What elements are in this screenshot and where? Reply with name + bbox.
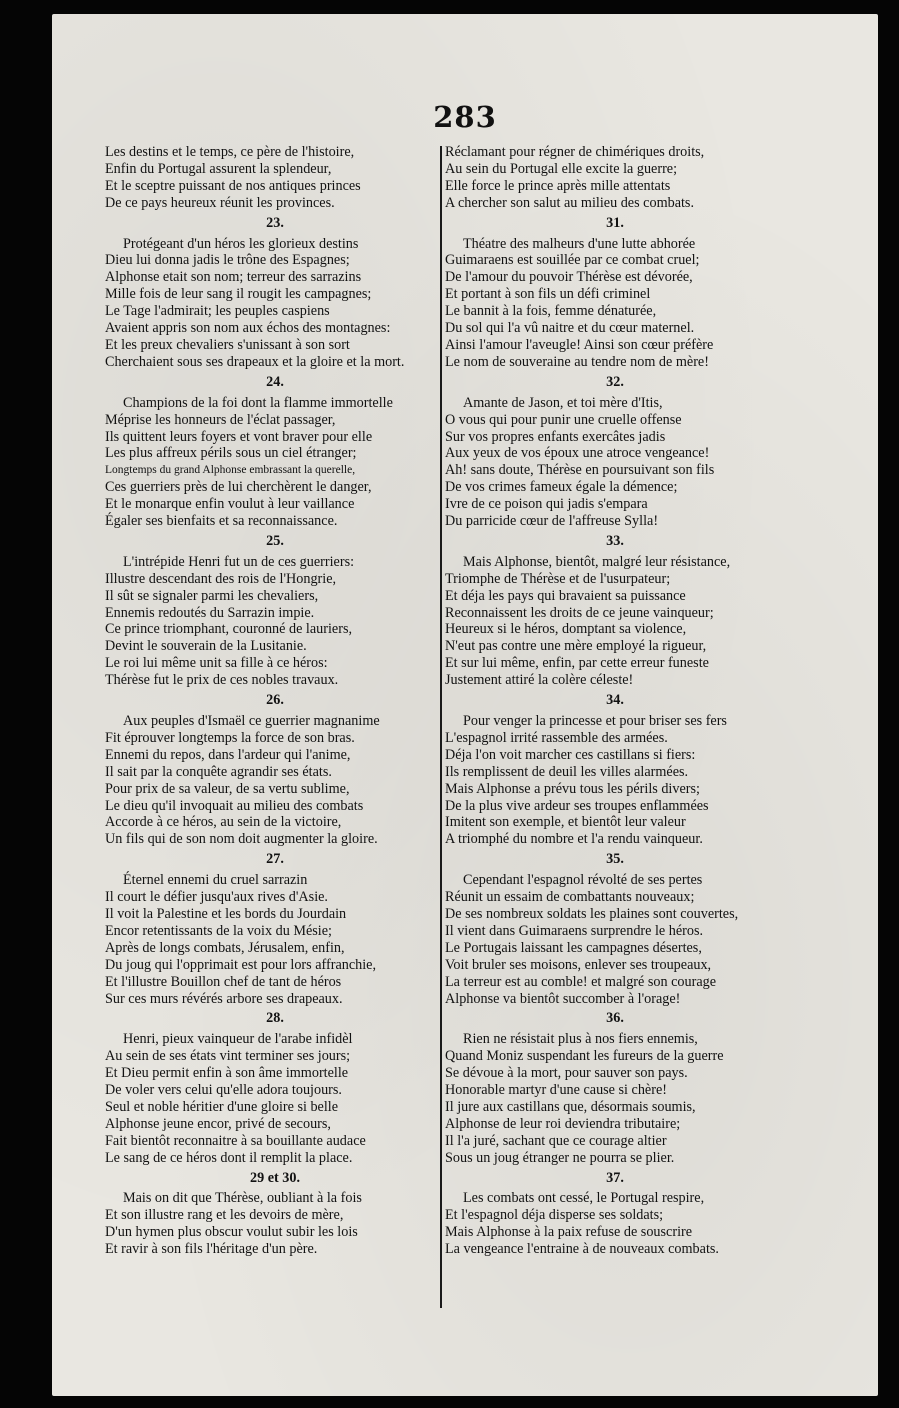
verse-line: N'eut pas contre une mère employé la rigueur,	[445, 638, 707, 655]
verse-line: Au sein du Portugal elle excite la guerre;	[445, 160, 678, 177]
verse-line: Les combats ont cessé, le Portugal respire,	[463, 1190, 705, 1207]
verse-line: Après de longs combats, Jérusalem, enfin,	[105, 939, 345, 956]
verse-line: Cherchaient sous ses drapeaux et la gloire et la mort.	[105, 353, 405, 370]
stanza	[445, 1167, 785, 1259]
stanza-number: 29 et 30.	[249, 1169, 301, 1186]
verse-line: Elle force le prince après mille attentats	[445, 177, 671, 194]
verse-line: Reconnaissent les droits de ce jeune vainqueur;	[445, 604, 714, 621]
stanza	[445, 848, 785, 1007]
verse-line: Réclamant pour régner de chimériques droits,	[445, 144, 705, 160]
verse-line: Le roi lui même unit sa fille à ce héros:	[105, 655, 328, 672]
verse-line: Cependant l'espagnol révolté de ses pertes	[463, 872, 703, 889]
verse-line: Guimaraens est souillée par ce combat cruel;	[445, 252, 700, 269]
verse-line: Imitent son exemple, et bientôt leur valeur	[445, 814, 686, 831]
verse-line: Protégeant d'un héros les glorieux destins	[123, 235, 359, 252]
verse-line: Longtemps du grand Alphonse embrassant la querelle,	[105, 464, 356, 477]
verse-line: Égaler ses bienfaits et sa reconnaissance.	[105, 513, 338, 530]
verse-line: Justement attiré la colère céleste!	[445, 672, 634, 689]
stanza-number: 32.	[606, 373, 624, 390]
verse-line: O vous qui pour punir une cruelle offense	[445, 411, 682, 428]
verse-line: Et sur lui même, enfin, par cette erreur funeste	[445, 655, 709, 672]
verse-line: Un fils qui de son nom doit augmenter la gloire.	[105, 831, 378, 848]
stanza	[445, 371, 785, 530]
page-number: 283	[433, 100, 497, 134]
verse-line: Et son illustre rang et les devoirs de mère,	[105, 1207, 344, 1224]
stanza-number: 27.	[266, 851, 284, 868]
verse-line: De ses nombreux soldats les plaines sont couvertes,	[445, 905, 739, 922]
verse-line: Du sol qui l'a vû naitre et du cœur maternel.	[445, 320, 695, 337]
stanza-number: 33.	[606, 532, 624, 549]
verse-line: D'un hymen plus obscur voulut subir les lois	[105, 1224, 358, 1241]
verse-line: Encor retentissants de la voix du Mésie;	[105, 922, 332, 939]
verse-line: Ils quittent leurs foyers et vont braver pour elle	[105, 428, 373, 445]
left-column	[105, 144, 445, 1258]
verse-line: Ce prince triomphant, couronné de lauriers,	[105, 621, 353, 638]
verse-line: Rien ne résistait plus à nos fiers ennemis,	[463, 1031, 698, 1048]
stanza-number: 31.	[606, 214, 624, 231]
verse-line: Avaient appris son nom aux échos des montagnes:	[105, 320, 391, 337]
verse-line: De ce pays heureux réunit les provinces.	[105, 194, 335, 211]
stanza-number: 34.	[606, 692, 624, 709]
verse-line: Le Tage l'admirait; les peuples caspiens	[105, 303, 330, 320]
verse-line: Le dieu qu'il invoquait au milieu des combats	[105, 797, 364, 814]
verse-line: Il court le défier jusqu'aux rives d'Asie.	[105, 889, 328, 906]
right-column	[445, 144, 785, 1258]
verse-line: A triomphé du nombre et l'a rendu vainqueur.	[445, 831, 703, 848]
verse-line: Sur vos propres enfants exercâtes jadis	[445, 428, 666, 445]
verse-line: Il vient dans Guimaraens surprendre le héros.	[445, 922, 704, 939]
stanza-number: 28.	[266, 1010, 284, 1027]
verse-line: Mais Alphonse, bientôt, malgré leur résistance,	[463, 553, 731, 570]
verse-line: Ivre de ce poison qui jadis s'empara	[445, 496, 648, 513]
verse-line: Alphonse de leur roi deviendra tributaire;	[445, 1115, 681, 1132]
verse-line: Fit éprouver longtemps la force de son bras.	[105, 729, 355, 746]
stanza	[105, 530, 445, 689]
verse-line: A chercher son salut au milieu des combats.	[445, 194, 695, 211]
verse-line: Champions de la foi dont la flamme immortelle	[123, 394, 393, 411]
stanza	[445, 689, 785, 848]
verse-line: Fait bientôt reconnaitre à sa bouillante audace	[105, 1132, 366, 1149]
verse-line: Mais on dit que Thérèse, oubliant à la fois	[123, 1190, 362, 1207]
verse-line: Heureux si le héros, domptant sa violence,	[445, 621, 687, 638]
stanza-number: 36.	[606, 1010, 624, 1027]
verse-line: L'intrépide Henri fut un de ces guerriers:	[123, 553, 355, 570]
verse-line: Ennemi du repos, dans l'ardeur qui l'anime,	[105, 746, 351, 763]
verse-line: Ennemis redoutés du Sarrazin impie.	[105, 604, 315, 621]
stanza	[445, 144, 785, 212]
verse-line: Réunit un essaim de combattants nouveaux;	[445, 889, 695, 906]
stanza	[105, 1007, 445, 1166]
column-divider	[440, 146, 442, 1308]
verse-line: Et le sceptre puissant de nos antiques princes	[105, 177, 361, 194]
verse-line: Déja l'on voit marcher ces castillans si fiers:	[445, 746, 696, 763]
stanza	[105, 144, 445, 212]
verse-line: Triomphe de Thérèse et de l'usurpateur;	[445, 570, 671, 587]
verse-line: Alphonse jeune encor, privé de secours,	[105, 1115, 331, 1132]
verse-line: Aux yeux de vos époux une atroce vengeance!	[445, 445, 710, 462]
verse-line: Il sait par la conquête agrandir ses états.	[105, 763, 332, 780]
verse-line: Devint le souverain de la Lusitanie.	[105, 638, 307, 655]
verse-line: Au sein de ses états vint terminer ses jours;	[105, 1048, 351, 1065]
verse-line: Et l'espagnol déja disperse ses soldats;	[445, 1207, 664, 1224]
verse-line: Illustre descendant des rois de l'Hongrie,	[105, 570, 337, 587]
verse-line: Le nom de souveraine au tendre nom de mère!	[445, 353, 709, 370]
stanza	[105, 848, 445, 1007]
verse-line: De vos crimes fameux égale la démence;	[445, 479, 678, 496]
stanza	[105, 1167, 445, 1259]
verse-line: Le sang de ce héros dont il remplit la place.	[105, 1149, 353, 1166]
stanza-number: 24.	[266, 373, 284, 390]
verse-line: Et le monarque enfin voulut à leur vaillance	[105, 496, 355, 513]
verse-line: Ces guerriers près de lui cherchèrent le danger,	[105, 479, 372, 496]
verse-line: Voit bruler ses moisons, enlever ses troupeaux,	[445, 956, 712, 973]
verse-line: La vengeance l'entraine à de nouveaux combats.	[445, 1241, 719, 1258]
verse-line: Ainsi l'amour l'aveugle! Ainsi son cœur préfère	[445, 336, 714, 353]
stanza	[445, 1007, 785, 1166]
verse-line: Il jure aux castillans que, désormais soumis,	[445, 1098, 696, 1115]
verse-line: Alphonse etait son nom; terreur des sarrazins	[105, 269, 362, 286]
verse-line: Et les preux chevaliers s'unissant à son sort	[105, 336, 350, 353]
verse-line: De voler vers celui qu'elle adora toujours.	[105, 1082, 342, 1099]
verse-line: L'espagnol irrité rassemble des armées.	[445, 729, 668, 746]
verse-line: Et déja les pays qui bravaient sa puissance	[445, 587, 686, 604]
stanza-number: 37.	[606, 1169, 624, 1186]
verse-line: Le Portugais laissant les campagnes désertes,	[445, 939, 702, 956]
verse-line: Se dévoue à la mort, pour sauver son pays.	[445, 1065, 688, 1082]
stanza	[105, 371, 445, 530]
verse-line: Les destins et le temps, ce père de l'histoire,	[105, 144, 355, 160]
verse-line: La terreur est au comble! et malgré son courage	[445, 973, 717, 990]
verse-line: Dieu lui donna jadis le trône des Espagnes;	[105, 252, 350, 269]
stanza-number: 25.	[266, 532, 284, 549]
verse-line: De l'amour du pouvoir Thérèse est dévorée,	[445, 269, 693, 286]
verse-line: Les plus affreux périls sous un ciel étranger;	[105, 445, 357, 462]
verse-line: Il voit la Palestine et les bords du Jourdain	[105, 905, 347, 922]
verse-line: Mais Alphonse a prévu tous les périls divers;	[445, 780, 700, 797]
verse-line: Alphonse va bientôt succomber à l'orage!	[445, 990, 681, 1007]
verse-line: Il l'a juré, sachant que ce courage altier	[445, 1132, 667, 1149]
verse-line: Sous un joug étranger ne pourra se plier.	[445, 1149, 675, 1166]
verse-line: Il sût se signaler parmi les chevaliers,	[105, 587, 319, 604]
verse-line: Du parricide cœur de l'affreuse Sylla!	[445, 513, 659, 530]
verse-line: Du joug qui l'opprimait est pour lors affranchie,	[105, 956, 377, 973]
verse-line: Mais Alphonse à la paix refuse de souscrire	[445, 1224, 693, 1241]
verse-line: Accorde à ce héros, au sein de la victoire,	[105, 814, 342, 831]
verse-line: Seul et noble héritier d'une gloire si belle	[105, 1098, 339, 1115]
verse-line: Thérèse fut le prix de ces nobles travaux.	[105, 672, 339, 689]
verse-line: Et l'illustre Bouillon chef de tant de héros	[105, 973, 342, 990]
verse-line: Sur ces murs révérés arbore ses drapeaux.	[105, 990, 343, 1007]
verse-line: Quand Moniz suspendant les fureurs de la guerre	[445, 1048, 724, 1065]
verse-line: Honorable martyr d'une cause si chère!	[445, 1082, 667, 1099]
stanza-number: 35.	[606, 851, 624, 868]
stanza-number: 23.	[266, 214, 284, 231]
scanned-page	[52, 14, 878, 1396]
verse-line: Méprise les honneurs de l'éclat passager,	[105, 411, 336, 428]
verse-line: Éternel ennemi du cruel sarrazin	[123, 872, 308, 889]
stanza	[105, 212, 445, 371]
verse-line: Amante de Jason, et toi mère d'Itis,	[463, 394, 663, 411]
verse-line: Pour venger la princesse et pour briser ses fers	[463, 713, 727, 729]
stanza	[105, 689, 445, 848]
stanza-number: 26.	[266, 692, 284, 709]
verse-line: Mille fois de leur sang il rougit les campagnes;	[105, 286, 372, 303]
verse-line: Pour prix de sa valeur, de sa vertu sublime,	[105, 780, 350, 797]
stanza	[445, 530, 785, 689]
verse-line: De la plus vive ardeur ses troupes enflammées	[445, 797, 709, 814]
verse-line: Et Dieu permit enfin à son âme immortelle	[105, 1065, 349, 1082]
verse-line: Ils remplissent de deuil les villes alarmées.	[445, 763, 689, 780]
verse-line: Et portant à son fils un défi criminel	[445, 286, 651, 303]
verse-line: Aux peuples d'Ismaël ce guerrier magnanime	[123, 713, 380, 729]
stanza	[445, 212, 785, 371]
verse-line: Théatre des malheurs d'une lutte abhorée	[463, 235, 696, 252]
verse-line: Enfin du Portugal assurent la splendeur,	[105, 160, 332, 177]
verse-line: Ah! sans doute, Thérèse en poursuivant son fils	[445, 462, 715, 479]
verse-line: Le bannit à la fois, femme dénaturée,	[445, 303, 657, 320]
verse-line: Et ravir à son fils l'héritage d'un père.	[105, 1241, 318, 1258]
verse-line: Henri, pieux vainqueur de l'arabe infidèl	[123, 1031, 353, 1048]
